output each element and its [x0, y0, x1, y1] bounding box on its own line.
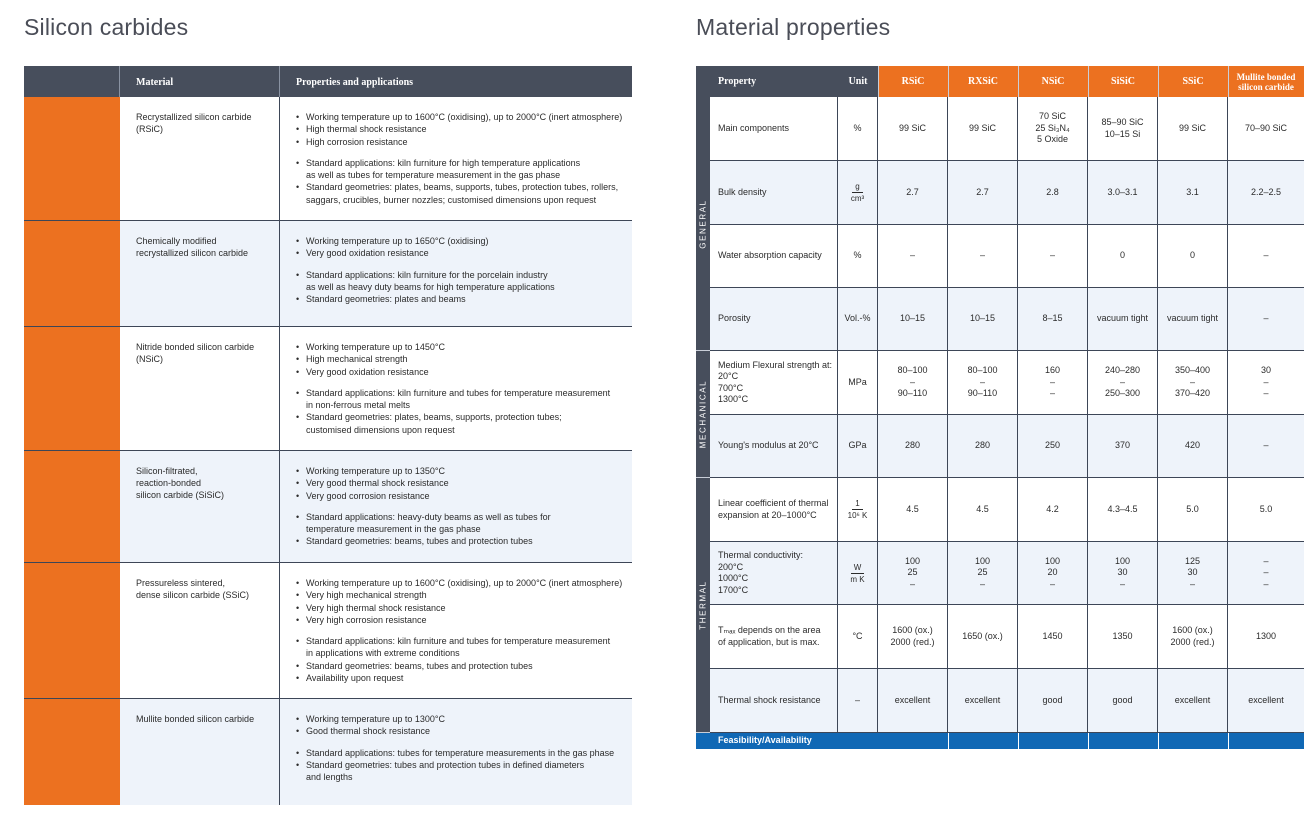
- property-name: Tₘₐₓ depends on the area of application, but is max.: [710, 605, 838, 668]
- header-properties: Properties and applications: [280, 66, 632, 97]
- property-value: 0: [1158, 225, 1228, 287]
- property-row: [710, 288, 1304, 351]
- property-value: 2.2–2.5: [1250, 186, 1282, 197]
- property-item: • Availability upon request: [296, 672, 632, 684]
- property-value: 280: [948, 415, 1018, 477]
- property-value: 8–15: [1018, 288, 1088, 350]
- property-item: • Very good thermal shock resistance: [296, 477, 632, 489]
- section-label: THERMAL: [698, 580, 708, 630]
- property-item: • High thermal shock resistance: [296, 123, 632, 135]
- property-value: 1350: [1088, 605, 1158, 668]
- material-name: Mullite bonded silicon carbide: [120, 699, 280, 805]
- property-unit: MPa: [838, 351, 878, 414]
- property-value: excellent: [948, 669, 1018, 732]
- header-material-4: SSiC: [1158, 66, 1228, 97]
- property-item: • Working temperature up to 1600°C (oxidising), up to 2000°C (inert atmosphere): [296, 111, 632, 123]
- property-value: 100 25 –: [948, 542, 1018, 604]
- property-item: • Very good oxidation resistance: [296, 247, 632, 259]
- property-list: [296, 713, 632, 738]
- property-unit: [838, 161, 878, 224]
- property-name: Bulk density: [710, 161, 838, 224]
- property-item: • Very high thermal shock resistance: [296, 602, 632, 614]
- header-material: Material: [120, 66, 280, 97]
- property-value: excellent: [1248, 694, 1284, 705]
- property-name: Main components: [710, 97, 838, 160]
- property-item: • Standard geometries: tubes and protection tubes in defined diameters and lengths: [296, 759, 632, 784]
- header-blank-cell: [24, 66, 120, 97]
- property-unit: [838, 478, 878, 541]
- property-unit: –: [838, 669, 878, 732]
- property-row: [710, 97, 1304, 161]
- property-value: 2.7: [878, 161, 948, 224]
- header-material-5: Mullite bonded silicon carbide: [1228, 66, 1304, 97]
- property-row: [710, 351, 1304, 415]
- header-separator: [1158, 66, 1159, 97]
- property-name: Water absorption capacity: [710, 225, 838, 287]
- property-value: 4.5: [878, 478, 948, 541]
- property-value: 100 30 –: [1088, 542, 1158, 604]
- footer-separator: [1158, 733, 1159, 749]
- property-item: • Standard applications: kiln furniture for the porcelain industry as well as heavy duty beams for high temperature applications: [296, 269, 632, 294]
- property-value: 99 SiC: [948, 97, 1018, 160]
- properties-cell: [280, 699, 632, 805]
- header-property: Property: [710, 66, 838, 97]
- property-item: • Working temperature up to 1350°C: [296, 465, 632, 477]
- property-list: [296, 577, 632, 626]
- header-unit: Unit: [838, 66, 878, 97]
- property-value: 99 SiC: [1158, 97, 1228, 160]
- property-value: –: [1263, 313, 1269, 324]
- property-name: Young's modulus at 20°C: [710, 415, 838, 477]
- property-list: [296, 341, 632, 378]
- material-row: [24, 699, 632, 805]
- feasibility-label: Feasibility/Availability: [718, 735, 812, 745]
- property-value: 125 30 –: [1158, 542, 1228, 604]
- property-value: 4.2: [1018, 478, 1088, 541]
- property-value: 160 – –: [1018, 351, 1088, 414]
- orange-accent-block: [24, 451, 120, 562]
- material-name: Silicon-filtrated, reaction-bonded silicon carbide (SiSiC): [120, 451, 280, 562]
- property-item: • Standard geometries: plates, beams, supports, protection tubes; customised dimensions upon request: [296, 411, 632, 436]
- property-value: 100 25 –: [878, 542, 948, 604]
- property-item: • High mechanical strength: [296, 353, 632, 365]
- property-value: –: [1263, 250, 1269, 261]
- property-value: 80–100 – 90–110: [878, 351, 948, 414]
- property-value: 370: [1088, 415, 1158, 477]
- header-material-2: NSiC: [1018, 66, 1088, 97]
- property-value: 80–100 – 90–110: [948, 351, 1018, 414]
- feasibility-row: [696, 733, 1304, 749]
- left-page-title: Silicon carbides: [24, 14, 189, 40]
- material-properties-table: [696, 66, 1304, 749]
- material-name: Pressureless sintered, dense silicon carbide (SSiC): [120, 563, 280, 698]
- material-name: Nitride bonded silicon carbide (NSiC): [120, 327, 280, 450]
- property-row: [710, 415, 1304, 478]
- orange-accent-block: [24, 563, 120, 698]
- property-unit: Vol.-%: [838, 288, 878, 350]
- property-list: [296, 635, 632, 684]
- property-value: –: [948, 225, 1018, 287]
- unit-denominator: 10⁶ K: [847, 511, 868, 520]
- property-row: [710, 542, 1304, 605]
- property-value: 10–15: [878, 288, 948, 350]
- property-value: 4.5: [948, 478, 1018, 541]
- property-item: • Standard applications: heavy-duty beams as well as tubes for temperature measurement in the gas phase: [296, 511, 632, 536]
- section-label: GENERAL: [698, 198, 708, 249]
- property-value: 250: [1018, 415, 1088, 477]
- header-section-cell: [696, 66, 710, 97]
- property-value: 1450: [1018, 605, 1088, 668]
- header-separator: [1088, 66, 1089, 97]
- property-item: • High corrosion resistance: [296, 136, 632, 148]
- properties-cell: [280, 327, 632, 450]
- property-value: 3.0–3.1: [1088, 161, 1158, 224]
- property-value: 3.1: [1158, 161, 1228, 224]
- property-list: [296, 387, 632, 436]
- orange-accent-block: [24, 327, 120, 450]
- property-value: good: [1088, 669, 1158, 732]
- property-item: • Working temperature up to 1450°C: [296, 341, 632, 353]
- property-value: 100 20 –: [1018, 542, 1088, 604]
- header-separator: [948, 66, 949, 97]
- property-item: • Very high corrosion resistance: [296, 614, 632, 626]
- property-row: [710, 161, 1304, 225]
- property-value: vacuum tight: [1088, 288, 1158, 350]
- unit-fraction: [848, 499, 868, 520]
- property-value: good: [1018, 669, 1088, 732]
- property-value: 1600 (ox.) 2000 (red.): [1158, 605, 1228, 668]
- property-value: 30 – –: [1260, 365, 1271, 399]
- property-list: [296, 157, 632, 206]
- property-value: 2.8: [1018, 161, 1088, 224]
- property-value: 1600 (ox.) 2000 (red.): [878, 605, 948, 668]
- property-item: • Very high mechanical strength: [296, 589, 632, 601]
- property-item: • Standard geometries: plates and beams: [296, 293, 632, 305]
- property-item: • Standard applications: kiln furniture and tubes for temperature measurement in applications with extreme conditions: [296, 635, 632, 660]
- properties-cell: [280, 97, 632, 220]
- property-value: –: [1018, 225, 1088, 287]
- property-name: Thermal shock resistance: [710, 669, 838, 732]
- header-material-1: RXSiC: [948, 66, 1018, 97]
- footer-separator: [1228, 733, 1229, 749]
- unit-denominator: m K: [850, 574, 865, 584]
- unit-denominator: cm³: [850, 194, 865, 203]
- property-item: • Standard applications: kiln furniture for high temperature applications as well as tubes for temperature measurement in the gas phase: [296, 157, 632, 182]
- property-item: • Standard geometries: beams, tubes and protection tubes: [296, 660, 632, 672]
- properties-cell: [280, 221, 632, 326]
- property-row: [710, 478, 1304, 542]
- property-item: • Very good corrosion resistance: [296, 490, 632, 502]
- property-value: 240–280 – 250–300: [1088, 351, 1158, 414]
- property-row: [710, 669, 1304, 733]
- footer-separator: [948, 733, 949, 749]
- material-row: [24, 563, 632, 699]
- property-value: excellent: [1158, 669, 1228, 732]
- property-value: 280: [878, 415, 948, 477]
- properties-cell: [280, 451, 632, 562]
- property-unit: %: [838, 225, 878, 287]
- property-item: • Very good oxidation resistance: [296, 366, 632, 378]
- material-name: Chemically modified recrystallized silicon carbide: [120, 221, 280, 326]
- property-item: • Standard applications: kiln furniture and tubes for temperature measurement in non-ferrous metal melts: [296, 387, 632, 412]
- property-list: [296, 465, 632, 502]
- property-item: • Working temperature up to 1300°C: [296, 713, 632, 725]
- property-list: [296, 269, 632, 306]
- property-unit: %: [838, 97, 878, 160]
- property-list: [296, 111, 632, 148]
- footer-separator: [1088, 733, 1089, 749]
- properties-cell: [280, 563, 632, 698]
- property-value: – – –: [1263, 555, 1269, 589]
- property-row: [710, 605, 1304, 669]
- property-value: 1650 (ox.): [948, 605, 1018, 668]
- material-row: [24, 327, 632, 451]
- property-value: vacuum tight: [1158, 288, 1228, 350]
- property-value: 0: [1088, 225, 1158, 287]
- property-value: 85–90 SiC 10–15 Si: [1088, 97, 1158, 160]
- property-value: –: [878, 225, 948, 287]
- property-value: 1300: [1255, 630, 1277, 641]
- property-value: 350–400 – 370–420: [1158, 351, 1228, 414]
- property-item: • Standard applications: tubes for temperature measurements in the gas phase: [296, 747, 632, 759]
- property-name: Porosity: [710, 288, 838, 350]
- section-band: [696, 351, 710, 478]
- header-material-0: RSiC: [878, 66, 948, 97]
- property-value: 99 SiC: [878, 97, 948, 160]
- right-page-title: Material properties: [696, 14, 891, 40]
- header-material-3: SiSiC: [1088, 66, 1158, 97]
- property-value: –: [1263, 440, 1269, 451]
- property-value: 2.7: [948, 161, 1018, 224]
- material-name: Recrystallized silicon carbide (RSiC): [120, 97, 280, 220]
- property-value: 420: [1158, 415, 1228, 477]
- property-item: • Working temperature up to 1650°C (oxidising): [296, 235, 632, 247]
- unit-fraction: [851, 182, 864, 203]
- property-unit: °C: [838, 605, 878, 668]
- header-separator: [878, 66, 879, 97]
- property-value: 5.0: [1158, 478, 1228, 541]
- property-value: 4.3–4.5: [1088, 478, 1158, 541]
- orange-accent-block: [24, 221, 120, 326]
- property-item: • Working temperature up to 1600°C (oxidising), up to 2000°C (inert atmosphere): [296, 577, 632, 589]
- property-value: 10–15: [948, 288, 1018, 350]
- property-item: • Standard geometries: beams, tubes and protection tubes: [296, 535, 632, 547]
- property-name: Medium Flexural strength at: 20°C 700°C 1300°C: [710, 351, 838, 414]
- unit-numerator: g: [852, 182, 862, 193]
- property-unit: GPa: [838, 415, 878, 477]
- property-value: excellent: [878, 669, 948, 732]
- property-list: [296, 511, 632, 548]
- unit-numerator: W: [851, 563, 865, 574]
- orange-accent-block: [24, 699, 120, 805]
- footer-separator: [1018, 733, 1019, 749]
- header-separator: [1228, 66, 1229, 97]
- section-band: [696, 478, 710, 733]
- property-list: [296, 235, 632, 260]
- property-name: Linear coefficient of thermal expansion at 20–1000°C: [710, 478, 838, 541]
- property-value: 5.0: [1259, 503, 1273, 514]
- material-row: [24, 221, 632, 327]
- unit-numerator: 1: [852, 499, 862, 510]
- property-unit: [838, 542, 878, 604]
- property-value: 70 SiC 25 Si₃N₄ 5 Oxide: [1018, 97, 1088, 160]
- material-row: [24, 97, 632, 221]
- property-row: [710, 225, 1304, 288]
- property-item: • Standard geometries: plates, beams, supports, tubes, protection tubes, rollers, saggars, crucibles, burner nozzles; customised dimensions upon request: [296, 181, 632, 206]
- property-name: Thermal conductivity: 200°C 1000°C 1700°C: [710, 542, 838, 604]
- orange-accent-block: [24, 97, 120, 220]
- header-separator: [1018, 66, 1019, 97]
- section-band: [696, 97, 710, 351]
- property-list: [296, 747, 632, 784]
- unit-fraction: [850, 563, 864, 584]
- property-item: • Good thermal shock resistance: [296, 725, 632, 737]
- property-value: 70–90 SiC: [1244, 122, 1288, 133]
- material-row: [24, 451, 632, 563]
- section-label: MECHANICAL: [698, 379, 708, 449]
